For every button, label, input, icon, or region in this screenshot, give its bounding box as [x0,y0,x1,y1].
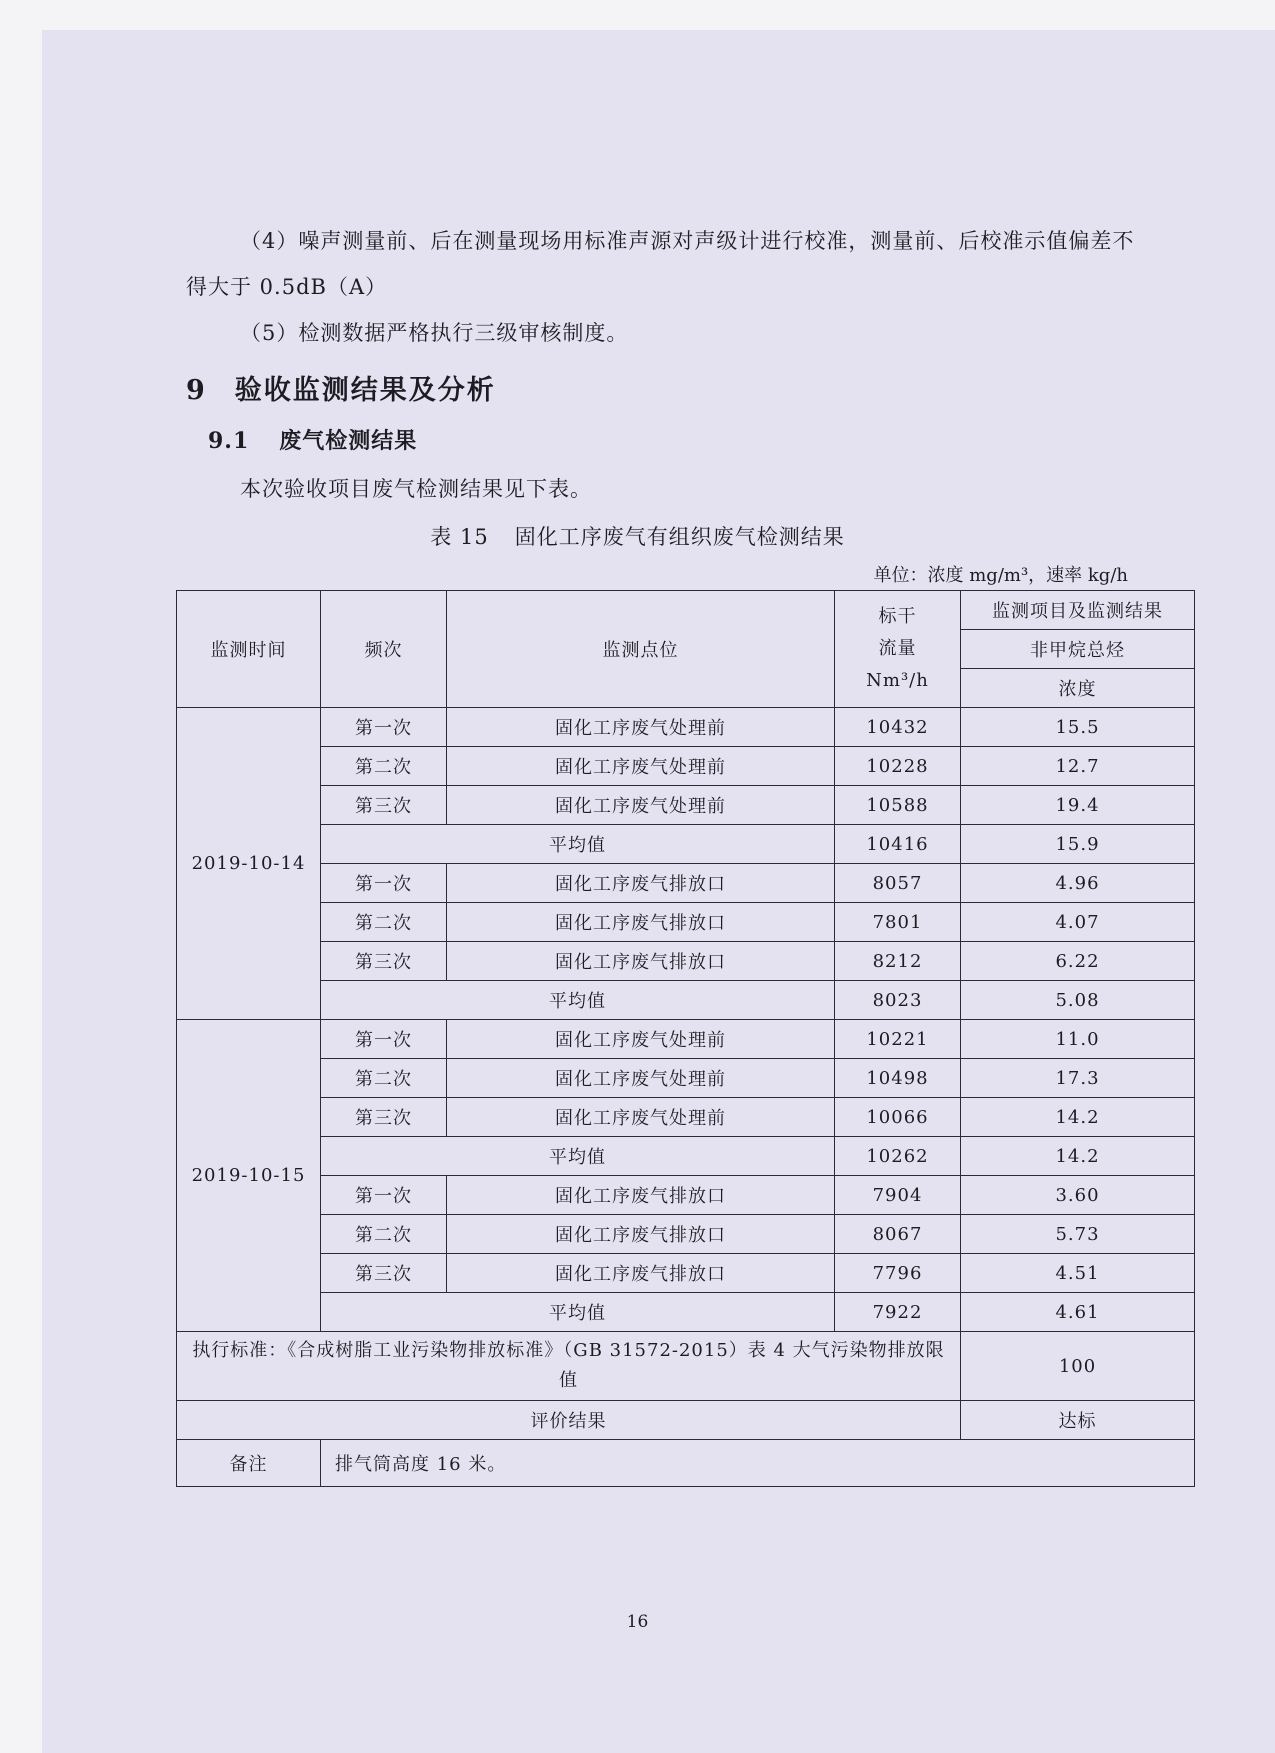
average-flow: 10262 [835,1137,961,1176]
row-flow: 8212 [835,942,961,981]
average-label: 平均值 [321,981,835,1020]
row-flow: 10066 [835,1098,961,1137]
row-frequency: 第一次 [321,1020,447,1059]
standard-value: 100 [961,1332,1195,1401]
row-flow: 7801 [835,903,961,942]
row-flow: 8067 [835,1215,961,1254]
section-title: 验收监测结果及分析 [234,375,496,406]
row-flow: 7904 [835,1176,961,1215]
paragraph-data-review: （5）检测数据严格执行三级审核制度。 [240,321,629,345]
table-row-average [177,981,1195,1020]
table-caption-number: 表 15 [430,525,489,549]
table-row-remark [177,1440,1195,1487]
header-frequency: 频次 [321,591,447,708]
row-frequency: 第三次 [321,786,447,825]
remark-label: 备注 [177,1440,321,1487]
header-flow [835,591,961,708]
row-point: 固化工序废气排放口 [447,1215,835,1254]
header-time: 监测时间 [177,591,321,708]
row-frequency: 第二次 [321,1215,447,1254]
row-point: 固化工序废气处理前 [447,1098,835,1137]
table-row-standard [177,1332,1195,1401]
row-flow: 8057 [835,864,961,903]
row-point: 固化工序废气排放口 [447,864,835,903]
row-concentration: 4.96 [961,864,1195,903]
row-frequency: 第三次 [321,1098,447,1137]
row-point: 固化工序废气排放口 [447,942,835,981]
row-flow: 10228 [835,747,961,786]
row-frequency: 第一次 [321,1176,447,1215]
standard-label: 执行标准：《合成树脂工业污染物排放标准》（GB 31572-2015）表 4 大气污染物排放限值 [177,1332,961,1401]
row-point: 固化工序废气排放口 [447,1254,835,1293]
header-point: 监测点位 [447,591,835,708]
row-flow: 10221 [835,1020,961,1059]
subsection-title: 废气检测结果 [279,428,418,454]
row-concentration: 4.51 [961,1254,1195,1293]
subsection-number: 9.1 [208,428,250,454]
average-label: 平均值 [321,1293,835,1332]
row-frequency: 第三次 [321,942,447,981]
row-frequency: 第一次 [321,864,447,903]
average-label: 平均值 [321,1137,835,1176]
table-row [177,903,1195,942]
row-concentration: 12.7 [961,747,1195,786]
table-row [177,864,1195,903]
section-heading [186,368,496,407]
average-flow: 7922 [835,1293,961,1332]
row-frequency: 第二次 [321,747,447,786]
table-row-average [177,1137,1195,1176]
header-flow-line1: 标干 [878,606,917,627]
header-concentration: 浓度 [961,669,1195,708]
row-concentration: 6.22 [961,942,1195,981]
header-flow-line2: 流量 [878,638,917,659]
table-row [177,1098,1195,1137]
results-table [176,590,1195,1487]
row-flow: 10498 [835,1059,961,1098]
row-flow: 10432 [835,708,961,747]
table-row-average [177,1293,1195,1332]
row-concentration: 4.07 [961,903,1195,942]
remark-value: 排气筒高度 16 米。 [321,1440,1195,1487]
table-row [177,942,1195,981]
section-number: 9 [186,375,207,406]
row-frequency: 第三次 [321,1254,447,1293]
row-concentration: 5.73 [961,1215,1195,1254]
row-concentration: 14.2 [961,1098,1195,1137]
row-point: 固化工序废气处理前 [447,747,835,786]
average-concentration: 15.9 [961,825,1195,864]
page-number: 16 [626,1612,649,1632]
row-concentration: 15.5 [961,708,1195,747]
row-flow: 7796 [835,1254,961,1293]
average-label: 平均值 [321,825,835,864]
table-caption [0,521,1275,551]
table-row [177,1020,1195,1059]
evaluation-value: 达标 [961,1401,1195,1440]
subsection-heading [208,424,417,455]
average-concentration: 5.08 [961,981,1195,1020]
row-point: 固化工序废气排放口 [447,1176,835,1215]
header-pollutant: 非甲烷总烃 [961,630,1195,669]
row-point: 固化工序废气处理前 [447,1059,835,1098]
header-flow-line3: Nm³/h [866,670,929,691]
table-row [177,708,1195,747]
paragraph-noise-calibration: （4）噪声测量前、后在测量现场用标准声源对声级计进行校准，测量前、后校准示值偏差不得大于 0.5dB（A） [186,229,1135,299]
row-frequency: 第二次 [321,1059,447,1098]
row-point: 固化工序废气处理前 [447,708,835,747]
header-items: 监测项目及监测结果 [961,591,1195,630]
evaluation-label: 评价结果 [177,1401,961,1440]
table-caption-title: 固化工序废气有组织废气检测结果 [514,525,845,549]
average-flow: 10416 [835,825,961,864]
table-row [177,1059,1195,1098]
row-concentration: 19.4 [961,786,1195,825]
row-point: 固化工序废气排放口 [447,903,835,942]
row-point: 固化工序废气处理前 [447,786,835,825]
average-concentration: 14.2 [961,1137,1195,1176]
table-row [177,747,1195,786]
table-row [177,1176,1195,1215]
group-date: 2019-10-14 [177,708,321,1020]
table-row [177,786,1195,825]
table-row [177,1215,1195,1254]
row-concentration: 3.60 [961,1176,1195,1215]
table-row-average [177,825,1195,864]
average-concentration: 4.61 [961,1293,1195,1332]
row-point: 固化工序废气处理前 [447,1020,835,1059]
paragraph-intro: 本次验收项目废气检测结果见下表。 [240,477,592,501]
table-row [177,1254,1195,1293]
group-date: 2019-10-15 [177,1020,321,1332]
table-unit-note: 单位：浓度 mg/m³，速率 kg/h [873,565,1128,586]
row-frequency: 第一次 [321,708,447,747]
row-concentration: 17.3 [961,1059,1195,1098]
row-frequency: 第二次 [321,903,447,942]
table-row-evaluation [177,1401,1195,1440]
row-concentration: 11.0 [961,1020,1195,1059]
average-flow: 8023 [835,981,961,1020]
row-flow: 10588 [835,786,961,825]
